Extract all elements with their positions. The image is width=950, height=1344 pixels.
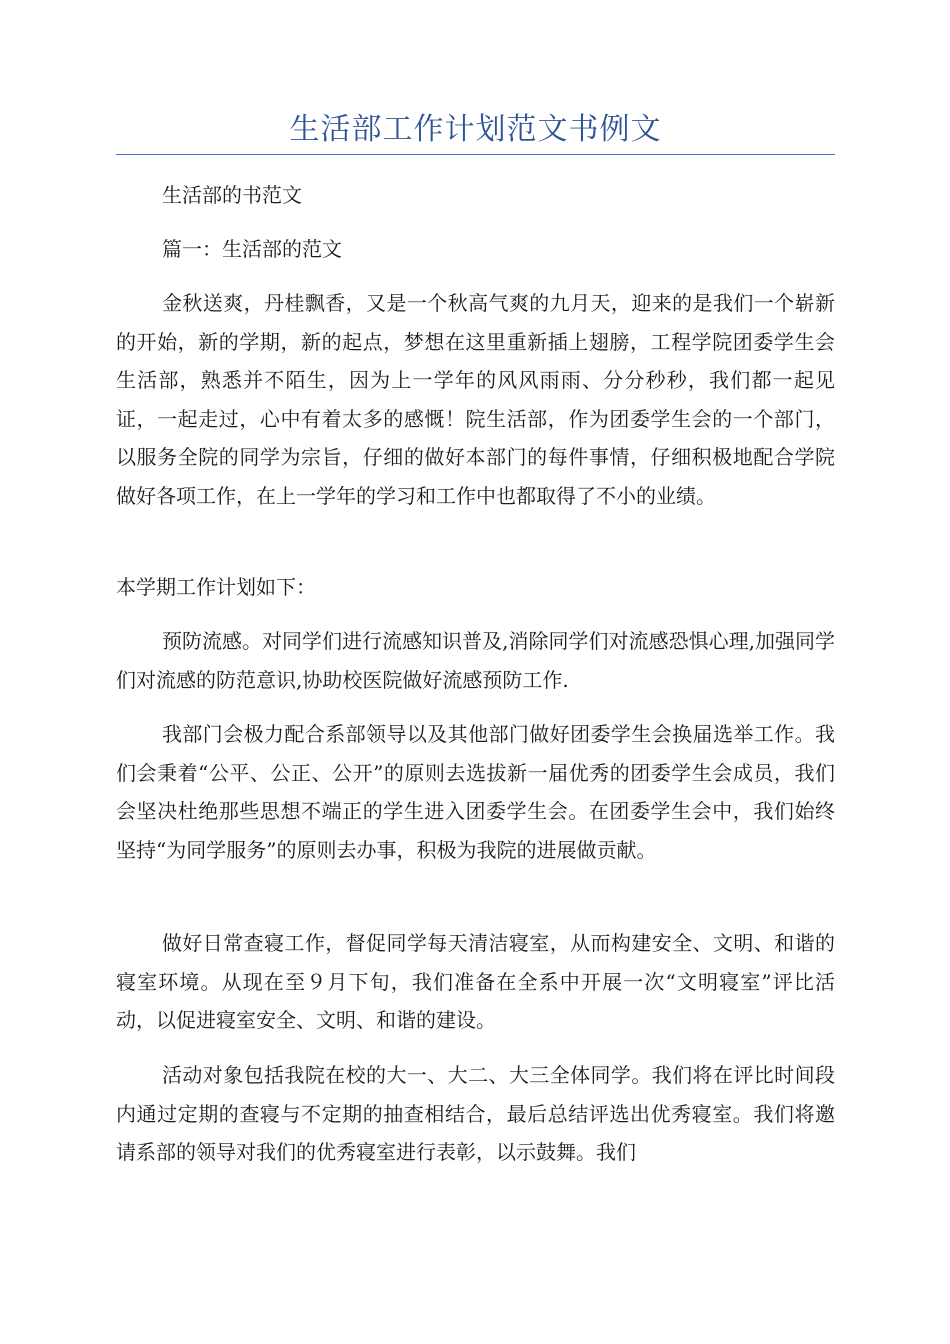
paragraph-flu-prevention: 预防流感。对同学们进行流感知识普及,消除同学们对流感恐惧心理,加强同学们对流感的防范意识,协助校医院做好流感预防工作. xyxy=(116,629,835,692)
paragraph-intro: 金秋送爽，丹桂飘香，又是一个秋高气爽的九月天，迎来的是我们一个崭新的开始，新的学期，新的起点，梦想在这里重新插上翅膀，工程学院团委学生会生活部，熟悉并不陌生，因为上一学年的风风雨雨、分分秒秒，我们都一起见证，一起走过，心中有着太多的感慨！院生活部，作为团委学生会的一个部门，以服务全院的同学为宗旨，仔细的做好本部门的每件事情，仔细积极地配合学院做好各项工作，在上一学年的学习和工作中也都取得了不小的业绩。 xyxy=(116,291,835,508)
title-underline xyxy=(116,154,835,155)
paragraph-election: 我部门会极力配合系部领导以及其他部门做好团委学生会换届选举工作。我们会秉着“公平、公正、公开”的原则去选拔新一届优秀的团委学生会成员，我们会坚决杜绝那些思想不端正的学生进入团委学生会。在团委学生会中，我们始终坚持“为同学服务”的原则去办事，积极为我院的进展做贡献。 xyxy=(116,722,835,862)
subtitle: 生活部的书范文 xyxy=(162,183,302,207)
paragraph-activity: 活动对象包括我院在校的大一、大二、大三全体同学。我们将在评比时间段内通过定期的查寝与不定期的抽查相结合，最后总结评选出优秀寝室。我们将邀请系部的领导对我们的优秀寝室进行表彰，以示鼓舞。我们 xyxy=(116,1063,835,1164)
paragraph-dorm-inspection: 做好日常查寝工作，督促同学每天清洁寝室，从而构建安全、文明、和谐的寝室环境。从现在至９月下旬，我们准备在全系中开展一次“文明寝室”评比活动，以促进寝室安全、文明、和谐的建设。 xyxy=(116,931,835,1032)
section-heading: 篇一：生活部的范文 xyxy=(162,237,342,261)
document-title: 生活部工作计划范文书例文 xyxy=(289,112,662,147)
paragraph-plan-heading: 本学期工作计划如下： xyxy=(116,575,316,599)
